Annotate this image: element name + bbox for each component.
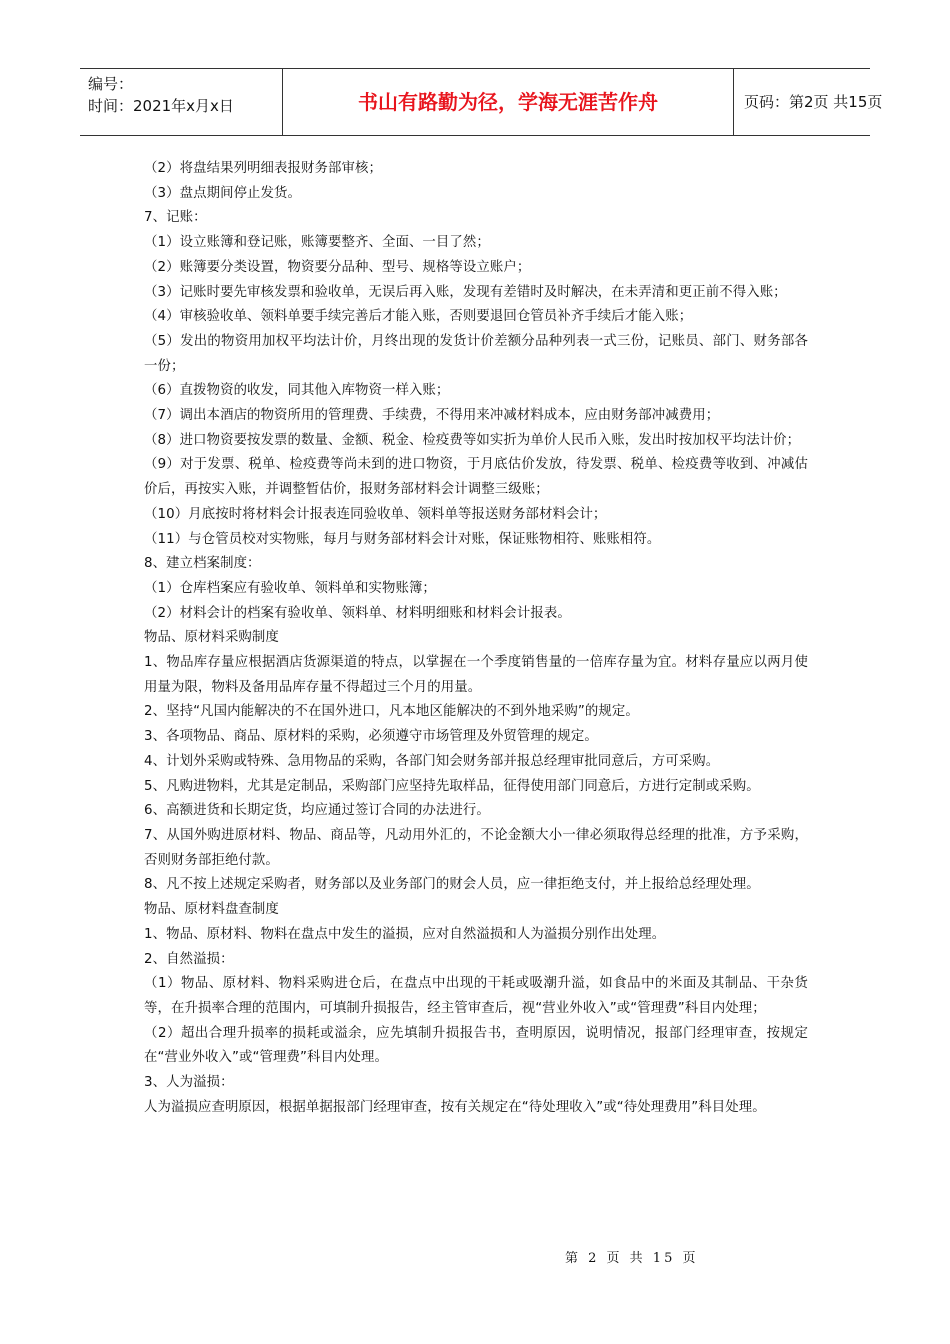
paragraph: （11）与仓管员校对实物账，每月与财务部材料会计对账，保证账物相符、账账相符。 [144,531,661,547]
paragraph: 2、坚持“凡国内能解决的不在国外进口，凡本地区能解决的不到外地采购”的规定。 [144,704,639,720]
paragraph: 物品、原材料采购制度 [144,630,279,646]
paragraph: 6、高额进货和长期定货，均应通过签订合同的办法进行。 [144,803,490,819]
document-date: 时间：2021年x月x日 [88,97,234,115]
paragraph: 物品、原材料盘查制度 [144,902,279,918]
header-page-number: 页码：第2页 共15页 [744,93,883,111]
paragraph: （8）进口物资要按发票的数量、金额、税金、检疫费等如实折为单价人民币入账，发出时按加权平均法计价； [144,432,801,448]
paragraph: 3、各项物品、商品、原材料的采购，必须遵守市场管理及外贸管理的规定。 [144,729,598,745]
paragraph: 3、人为溢损： [144,1075,234,1091]
paragraph: （5）发出的物资用加权平均法计价，月终出现的发货计价差额分品种列表一式三份，记账员、部门、财务部各一份； [144,333,808,374]
paragraph: （2）账簿要分类设置，物资要分品种、型号、规格等设立账户； [144,259,531,275]
paragraph: （1）仓库档案应有验收单、领料单和实物账簿； [144,580,436,596]
paragraph: （9）对于发票、税单、检疫费等尚未到的进口物资，于月底估价发放，待发票、税单、检疫费等收到、冲减估价后，再按实入账，并调整暂估价，报财务部材料会计调整三级账； [144,457,808,498]
paragraph: 4、计划外采购或特殊、急用物品的采购，各部门知会财务部并报总经理审批同意后，方可采购。 [144,753,720,769]
paragraph: 8、凡不按上述规定采购者，财务部以及业务部门的财会人员，应一律拒绝支付，并上报给总经理处理。 [144,877,760,893]
paragraph: 2、自然溢损： [144,951,234,967]
paragraph: （2）将盘结果列明细表报财务部审核； [144,161,382,176]
paragraph: 7、从国外购进原材料、物品、商品等，凡动用外汇的，不论金额大小一律必须取得总经理的批准，方予采购，否则财务部拒绝付款。 [144,827,808,868]
page-header [80,68,883,136]
header-motto: 书山有路勤为径，学海无涯苦作舟 [282,69,734,135]
paragraph: （2）超出合理升损率的损耗或溢余，应先填制升损报告书，查明原因，说明情况，报部门经理审查，按规定在“营业外收入”或“管理费”科目内处理。 [144,1025,808,1066]
paragraph: （3）盘点期间停止发货。 [144,185,302,201]
paragraph: （4）审核验收单、领料单要手续完善后才能入账，否则要退回仓管员补齐手续后才能入账； [144,309,693,325]
paragraph: 8、建立档案制度： [144,556,261,572]
paragraph: 7、记账： [144,210,207,226]
paragraph: 人为溢损应查明原因，根据单据报部门经理审查，按有关规定在“待处理收入”或“待处理费用”科目处理。 [144,1099,766,1115]
header-meta [88,73,234,117]
paragraph: （3）记账时要先审核发票和验收单，无误后再入账，发现有差错时及时解决，在未弄清和更正前不得入账； [144,284,787,300]
page-footer: 第 2 页 共 15 页 [565,1251,699,1266]
paragraph: 1、物品库存量应根据酒店货源渠道的特点，以掌握在一个季度销售量的一倍库存量为宜。材料存量应以两月使用量为限，物料及备用品库存量不得超过三个月的用量。 [144,655,808,695]
paragraph: （1）物品、原材料、物料采购进仓后，在盘点中出现的干耗或吸潮升溢，如食品中的米面及其制品、干杂货等，在升损率合理的范围内，可填制升损报告，经主管审查后，视“营业外收入”或“管理费”科目内处理； [144,976,808,1016]
paragraph: （2）材料会计的档案有验收单、领料单、材料明细账和材料会计报表。 [144,605,571,621]
document-number: 编号： [88,75,134,93]
paragraph: 1、物品、原材料、物料在盘点中发生的溢损，应对自然溢损和人为溢损分别作出处理。 [144,926,666,942]
paragraph: （6）直拨物资的收发，同其他入库物资一样入账； [144,383,450,399]
paragraph: （7）调出本酒店的物资所用的管理费、手续费，不得用来冲减材料成本，应由财务部冲减费用； [144,408,720,424]
paragraph: （1）设立账簿和登记账，账簿要整齐、全面、一目了然； [144,235,490,251]
paragraph: （10）月底按时将材料会计报表连同验收单、领料单等报送财务部材料会计； [144,506,607,522]
paragraph: 5、凡购进物料，尤其是定制品，采购部门应坚持先取样品，征得使用部门同意后，方进行定制或采购。 [144,778,760,794]
document-body [144,157,808,1120]
